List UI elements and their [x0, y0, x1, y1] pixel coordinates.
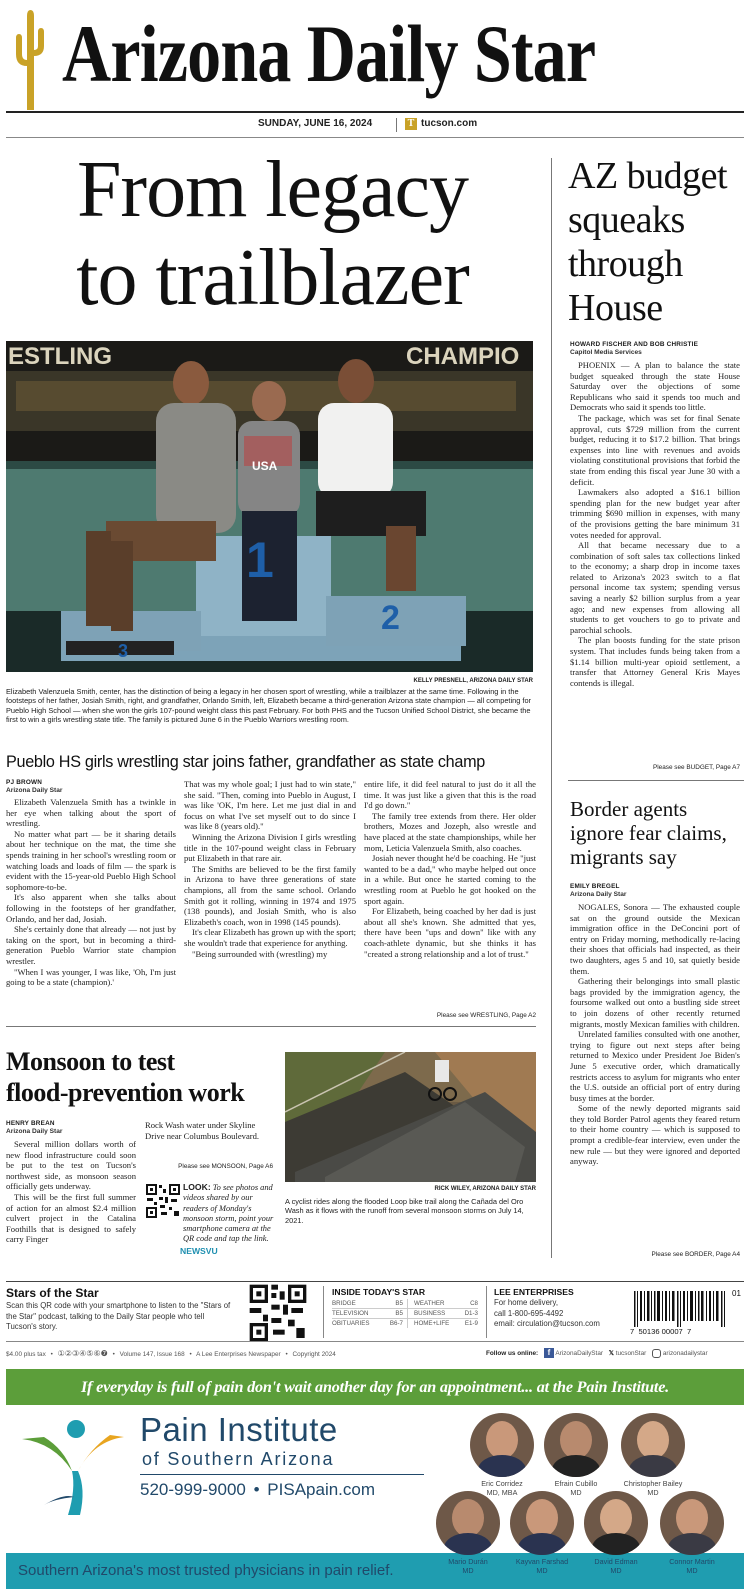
paragraph: All that became necessary due to a combination of soft sales tax collections linked to the economy; a sharp drop in income taxes related to Arizona's 2023 switch to a flat personal income tax system; spending versus saving a nearly $2 billion surplus from a year ago; and new expenses from allowing all students to get vouchers to go to private and parochial schools.: [570, 540, 740, 635]
ad-banner[interactable]: [6, 1369, 744, 1405]
lead-headline: [0, 146, 545, 322]
pain-institute-logo-icon: [14, 1419, 132, 1519]
inside-index-table: [332, 1299, 478, 1328]
lead-photo: [6, 341, 533, 672]
stars-qr-code-icon[interactable]: [248, 1283, 308, 1343]
index-row: [332, 1319, 478, 1329]
barcode-digits: 7 50136 00007 7: [630, 1327, 692, 1336]
paragraph: PHOENIX — A plan to balance the state budget squeaked through the state House Saturday over the objections of some Republicans who said it spends too much and Democrats who said it spends too little.: [570, 360, 740, 413]
x-link[interactable]: tucsonStar: [615, 1350, 647, 1357]
lead-photo-caption: Elizabeth Valenzuela Smith, center, has the distinction of being a legacy in her chosen sport of wrestling, while a trailblazer at the same time. Following in the footsteps of her father, Josiah Smith, right, and grandfather, Orlando Smith, left, Elizabeth became a third-generation Arizona state champion — all competing for Pueblo High School — when she won the girls 107-pound weight class this past February. For both PHS and the Tucson Unified School District, she became the first to win a girls wrestling state title. The family is pictured June 6 in the Pueblo Warriors wrestling room.: [6, 687, 532, 725]
index-section[interactable]: HOME+LIFE: [407, 1319, 460, 1329]
masthead-rule-bottom: [6, 137, 744, 138]
doctor-photo: [510, 1491, 574, 1555]
wall-banner-text: ESTLING: [8, 343, 113, 370]
podium-number-2: 2: [381, 599, 400, 637]
barcode-icon: [634, 1291, 732, 1327]
monsoon-column-1: [6, 1139, 136, 1245]
copyright: Copyright 2024: [292, 1351, 336, 1358]
budget-headline-line: House: [568, 287, 663, 329]
pain-institute-name: Pain Institute: [140, 1411, 338, 1448]
doctor-name: Kayvan Farshad: [515, 1557, 569, 1566]
paragraph: Josiah never thought he'd be coaching. He "just wanted to be a dad," who maybe helped out once in a while. But once he started coming to the wrestling room at Pueblo he got hooked on the sport again.: [364, 853, 536, 906]
look-label: LOOK:: [183, 1182, 211, 1192]
border-headline-line: Border agents: [570, 797, 688, 821]
index-page: B5: [380, 1309, 408, 1319]
doctor-card: [462, 1413, 542, 1497]
doctor-credential: MD: [570, 1487, 582, 1497]
column-divider: [551, 158, 552, 1258]
footer-rule-mid: [6, 1341, 744, 1342]
paragraph: Lawmakers also adopted a $16.1 billion spending plan for the new budget year after trimming $690 million in expenses, with many of the provisions getting the bare minimum 31 votes needed for approval.: [570, 487, 740, 540]
website-link[interactable]: tucson.com: [421, 118, 478, 129]
lead-column-2: [184, 779, 356, 959]
paragraph: Elizabeth Valenzuela Smith has a twinkle in her eye when talking about the sport of wrestling.: [6, 797, 176, 829]
doctor-name: Eric Corridez: [481, 1479, 523, 1488]
paragraph: "When I was younger, I was like, 'Oh, I'm just going to be a state (champion).': [6, 966, 176, 988]
stars-title: Stars of the Star: [6, 1286, 99, 1300]
podium-number-1: 1: [246, 532, 274, 588]
lead-headline-line2: to trailblazer: [76, 234, 469, 322]
follow-label: Follow us online:: [486, 1350, 539, 1357]
lead-story-rule: [6, 1026, 536, 1027]
doctor-name: Mario Durán: [448, 1557, 488, 1566]
doctor-credential: MD: [647, 1487, 659, 1497]
index-page: E1-9: [464, 1320, 478, 1327]
doctor-credential: MD: [686, 1565, 698, 1575]
ad-tagline: Southern Arizona's most trusted physicians in pain relief.: [18, 1562, 394, 1579]
doctor-photo: [660, 1491, 724, 1555]
paragraph: No matter what part — be it sharing details about her technique on the mat, the time she spends training in her school's wrestling room or watching loads and loads of film — the spark is evident with the 15-year-old Pueblo High School sophomore-to-be.: [6, 828, 176, 892]
paragraph: Several million dollars worth of new flood infrastructure could soon be put to the test on Tucson's northwest side, as monsoon season officially gets underway.: [6, 1139, 136, 1192]
monsoon-byline-block: [6, 1120, 136, 1136]
newspaper-title: Arizona Daily Star: [62, 8, 596, 99]
instagram-link[interactable]: arizonadailystar: [662, 1350, 708, 1357]
issue-date: SUNDAY, JUNE 16, 2024: [258, 118, 373, 129]
stars-of-the-star: [6, 1286, 234, 1333]
monsoon-look-promo: [183, 1182, 275, 1245]
index-page: B6-7: [389, 1320, 403, 1327]
wall-banner-text-2: CHAMPIO: [406, 343, 520, 370]
budget-headline-line: through: [568, 243, 683, 285]
doctor-card: [430, 1491, 506, 1575]
facebook-link[interactable]: ArizonaDailyStar: [555, 1350, 603, 1357]
budget-story-rule: [568, 780, 744, 781]
paragraph: Winning the Arizona Division I girls wrestling title in the 107-pound weight class in February put Elizabeth in that rare air.: [184, 831, 356, 864]
index-section[interactable]: WEATHER: [407, 1299, 460, 1309]
tucson-logo-icon: T: [405, 118, 417, 130]
lee-enterprises-box: [494, 1286, 624, 1330]
border-byline-block: [570, 883, 740, 899]
doctor-name: David Edman: [594, 1557, 638, 1566]
paragraph: She's certainly done that already — not just by taking on the sport, but in becoming a third-generation Pueblo Warrior state champion wrestler.: [6, 924, 176, 966]
monsoon-column-2: [145, 1120, 275, 1141]
lead-column-3: [364, 779, 536, 959]
lead-headline-line1: From legacy: [76, 146, 469, 234]
paragraph: Gathering their belongings into small plastic bags provided by the immigration agency, the foursome walked out onto a bustling side street to join dozens of other recently returned migrants, mostly Mexican families with children.: [570, 976, 740, 1029]
lead-byline: PJ BROWN: [6, 779, 43, 786]
edition-markers: ①②③④⑤⑥❼: [57, 1349, 108, 1358]
monsoon-photo: [285, 1052, 536, 1182]
index-row: [332, 1309, 478, 1319]
doctor-card: [504, 1491, 580, 1575]
lee-line: call 1-800-695-4492: [494, 1308, 564, 1318]
doctor-card: [610, 1413, 696, 1497]
footer-divider: [486, 1286, 487, 1338]
barcode: [630, 1289, 744, 1337]
paragraph: For Elizabeth, being coached by her dad is just about all she's known. She admitted that yes, there have been "ups and down" like with any coach-athlete dynamic, but she thinks it has "created a strong relationship and a lot of trust.": [364, 906, 536, 959]
budget-jump-link[interactable]: Please see BUDGET, Page A7: [652, 764, 740, 771]
lee-paper: A Lee Enterprises Newspaper: [196, 1351, 281, 1358]
index-section[interactable]: BRIDGE: [332, 1299, 380, 1309]
doctor-photo: [436, 1491, 500, 1555]
doctor-card: [652, 1491, 732, 1575]
doctor-credential: MD: [462, 1565, 474, 1575]
budget-byline-org: Capitol Media Services: [570, 349, 642, 356]
paragraph: "Being surrounded with (wrestling) my: [192, 948, 328, 959]
doctor-card: [578, 1491, 654, 1575]
border-headline-line: ignore fear claims,: [570, 821, 727, 845]
border-headline: [570, 797, 750, 869]
border-headline-line: migrants say: [570, 845, 677, 869]
index-page: C8: [461, 1299, 478, 1309]
doctor-credential: MD: [536, 1565, 548, 1575]
paragraph: This will be the first full summer of action for an almost $2.4 million culvert project in the Catalina Foothills that is designed to safely carry Finger: [6, 1191, 136, 1245]
paragraph: NOGALES, Sonora — The exhausted couple sat on the ground outside the Mexican immigration office in the DeConcini port of entry on Friday morning, methodically re-lacing their shoes that officials had inspected, as their two daughters, ages 5 and 10, sat quietly beside them.: [570, 902, 740, 976]
paragraph: The family tree extends from there. Her older brothers, Mozes and Jozeph, also wrestle and have placed at the state championships, while her mom, Leticia Valenzuela Smith, also coaches.: [364, 810, 536, 853]
index-section[interactable]: BUSINESS: [407, 1309, 460, 1319]
monsoon-byline: HENRY BREAN: [6, 1120, 55, 1127]
inside-todays-star: [332, 1286, 480, 1328]
podium-number-3: 3: [118, 641, 129, 661]
index-section[interactable]: TELEVISION: [332, 1309, 380, 1319]
paragraph: The plan boosts funding for the state prison system. That includes funds being taken from a $1.14 billion multi-year opioid settlement, a transfer that Attorney General Kris Mayes contends is illegal.: [570, 635, 740, 688]
masthead: [0, 0, 750, 112]
paragraph: It's also apparent when she talks about following in the footsteps of her grandfather, Orlando, and her dad, Josiah.: [6, 892, 176, 924]
index-page: D1-3: [461, 1309, 478, 1319]
budget-headline-line: AZ budget: [568, 155, 728, 197]
lead-column-1: [6, 797, 176, 988]
monsoon-headline-line: flood-prevention work: [6, 1078, 245, 1107]
divider: [396, 118, 397, 132]
footer-divider: [323, 1286, 324, 1338]
budget-byline: HOWARD FISCHER AND BOB CHRISTIE: [570, 341, 699, 348]
ad-phone[interactable]: 520-999-9000: [140, 1480, 246, 1499]
monsoon-photo-caption: A cyclist rides along the flooded Loop bike trail along the Cañada del Oro Wash as it flows with the runoff from several monsoon storms on July 14, 2021.: [285, 1197, 524, 1225]
saguaro-cactus-icon: [10, 6, 50, 110]
doctor-photo: [544, 1413, 608, 1477]
lee-line[interactable]: email: circulation@tucson.com: [494, 1319, 600, 1328]
border-byline: EMILY BREGEL: [570, 883, 620, 890]
monsoon-byline-org: Arizona Daily Star: [6, 1128, 63, 1135]
footer-rule-top: [6, 1281, 744, 1282]
ad-body: [6, 1405, 744, 1595]
budget-byline-block: [570, 341, 740, 357]
ad-website[interactable]: PISApain.com: [267, 1480, 376, 1499]
stars-text: Scan this QR code with your smartphone to listen to the "Stars of the Star" podcast, talking to the Daily Star people who tell Tucson's story.: [6, 1301, 231, 1331]
budget-headline: [568, 154, 748, 330]
pain-institute-subtitle: of Southern Arizona: [142, 1449, 335, 1469]
doctor-photo: [621, 1413, 685, 1477]
border-byline-org: Arizona Daily Star: [570, 891, 627, 898]
masthead-rule: [6, 111, 744, 113]
paragraph: It's clear Elizabeth has grown up with the sport; she wouldn't trade that experience for anything.: [184, 927, 356, 948]
inside-title: INSIDE TODAY'S STAR: [332, 1287, 426, 1297]
paragraph: entire life, it did feel natural to just do it all the time. It was just like a given that this is the road I'd go down.": [364, 779, 536, 811]
newsvu-link[interactable]: NEWSVU: [180, 1246, 218, 1256]
shirt-logo-text: USA: [252, 459, 278, 473]
social-links: [486, 1347, 748, 1361]
index-row: [332, 1299, 478, 1309]
qr-code-icon[interactable]: [145, 1183, 181, 1219]
budget-body: [570, 360, 740, 688]
index-page: B5: [380, 1299, 408, 1309]
monsoon-photo-credit: RICK WILEY, ARIZONA DAILY STAR: [434, 1186, 536, 1192]
lead-jump-link[interactable]: Please see WRESTLING, Page A2: [436, 1012, 536, 1019]
ad-rule: [140, 1474, 424, 1475]
price: $4.00 plus tax: [6, 1351, 46, 1358]
doctor-credential: MD, MBA: [486, 1487, 518, 1497]
doctor-photo: [470, 1413, 534, 1477]
ad-phone-web: 520-999-9000 • PISApain.com: [140, 1480, 376, 1499]
facebook-icon: f: [544, 1348, 554, 1358]
volume: Volume 147, Issue 168: [119, 1351, 185, 1358]
doctor-photo: [584, 1491, 648, 1555]
instagram-icon: [652, 1349, 661, 1358]
doctor-card: [536, 1413, 616, 1497]
lee-title: LEE ENTERPRISES: [494, 1287, 574, 1297]
lead-photo-credit: KELLY PRESNELL, ARIZONA DAILY STAR: [413, 678, 533, 684]
lead-byline-org: Arizona Daily Star: [6, 787, 63, 794]
ad-banner-text: If everyday is full of pain don't wait another day for an appointment... at the Pain Institute.: [80, 1377, 670, 1396]
paragraph: The package, which was set for final Senate approval, cuts $729 million from the current budget, reducing it to $17.2 billion. That brings expenses into line with revenues and avoids violating constitutional provisions that forbid the state from ending this fiscal year June 30 with a deficit.: [570, 412, 740, 487]
monsoon-headline-line: Monsoon to test: [6, 1047, 175, 1076]
x-icon: 𝕏: [608, 1350, 614, 1357]
folio-line: $4.00 plus tax • ①②③④⑤⑥❼ • Volume 147, Issue 168 • A Lee Enterprises Newspaper • Copyright 2024: [6, 1349, 336, 1358]
paragraph: That was my whole goal; I just had to win state," she said. "Then, coming into Pueblo in August, I was like 'OK, I'm here. Let me just dial in and focus on what I've set myself out to do since I was like 8 (years old).": [184, 779, 356, 832]
paragraph: Rock Wash water under Skyline Drive near Columbus Boulevard.: [145, 1120, 260, 1141]
lead-byline-block: [6, 779, 176, 795]
budget-headline-line: squeaks: [568, 199, 685, 241]
paragraph: Some of the newly deported migrants said they told Border Patrol agents they feared return to their home country — which is supposed to prompt a credible-fear interview, even under the new rule — but they were ignored and deported anyway.: [570, 1103, 740, 1167]
doctor-name: Christopher Bailey: [623, 1479, 683, 1488]
barcode-issue-number: 01: [732, 1289, 741, 1298]
paragraph: Unrelated families consulted with one another, trying to figure out next steps after being returned to Mexico under President Joe Biden's June 5 executive order, which dramatically restricts access to asylum for migrants who enter the U.S. outside an official port of entry during busy times at the border.: [570, 1029, 740, 1103]
lee-line: For home delivery,: [494, 1298, 558, 1307]
border-body: [570, 902, 740, 1167]
doctor-name: Efrain Cubillo: [554, 1479, 598, 1488]
paragraph: The Smiths are believed to be the first family in Arizona to have three generations of state champions, all from the same school. Orlando Smith got it rolling, winning in 1974 and 1975 (138 pounds), and Josiah Smith, who is also Elizabeth's coach, won in 1998 (145 pounds).: [184, 863, 356, 927]
monsoon-jump-link[interactable]: Please see MONSOON, Page A6: [178, 1163, 273, 1170]
border-jump-link[interactable]: Please see BORDER, Page A4: [651, 1251, 740, 1258]
lead-subhead: Pueblo HS girls wrestling star joins father, grandfather as state champ: [6, 753, 485, 771]
look-text: To see photos and videos shared by our readers of Monday's monsoon storm, point your smartphone camera at the QR code and tap the link.: [183, 1183, 274, 1244]
doctor-credential: MD: [610, 1565, 622, 1575]
index-section[interactable]: OBITUARIES: [332, 1320, 370, 1327]
monsoon-headline: [6, 1046, 281, 1108]
doctor-name: Connor Martin: [669, 1557, 715, 1566]
